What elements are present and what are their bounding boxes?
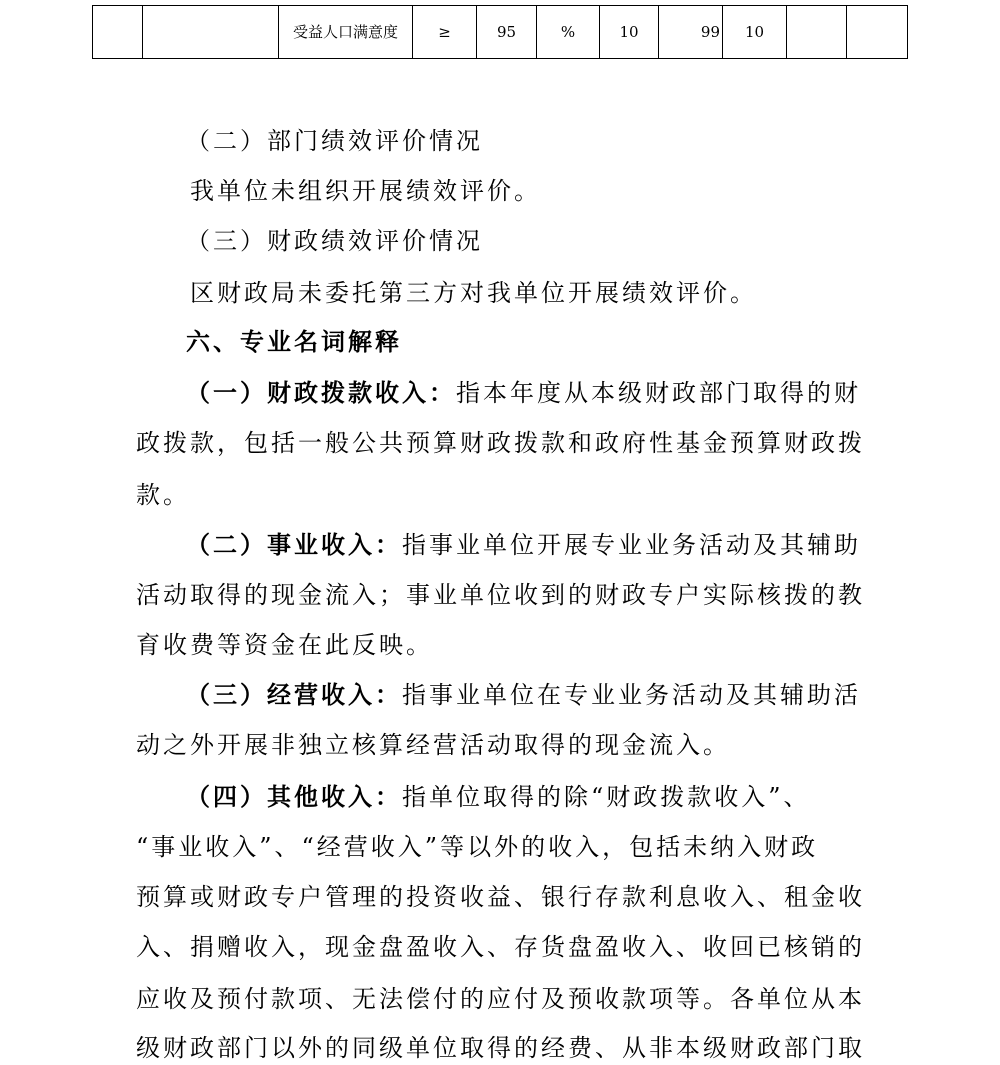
score-cell: 10 [723, 6, 787, 59]
term-definition: 政拨款，包括一般公共预算财政拨款和政府性基金预算财政拨 [136, 429, 865, 457]
table-cell [847, 6, 908, 59]
term-definition: 预算或财政专户管理的投资收益、银行存款利息收入、租金收 [136, 883, 865, 911]
term-definition: 入、捐赠收入，现金盘盈收入、存货盘盈收入、收回已核销的 [136, 933, 865, 961]
term-definition: 级财政部门以外的同级单位取得的经费、从非本级财政部门取 [136, 1034, 865, 1062]
weight-cell: 10 [600, 6, 659, 59]
term-definition: 指本年度从本级财政部门取得的财 [456, 379, 861, 407]
term-definition: 活动取得的现金流入；事业单位收到的财政专户实际核拨的教 [136, 581, 865, 609]
indicator-name-cell: 受益人口满意度 [279, 6, 413, 59]
term-definition: 款。 [136, 481, 190, 509]
term-definition: 指事业单位在专业业务活动及其辅助活 [402, 681, 861, 709]
table-cell [143, 6, 279, 59]
unit-cell: % [537, 6, 600, 59]
term-title: （一）财政拨款收入： [186, 378, 456, 407]
term-definition: 动之外开展非独立核算经营活动取得的现金流入。 [136, 731, 730, 759]
term-definition: 育收费等资金在此反映。 [136, 631, 433, 659]
paragraph-finance-evaluation: 区财政局未委托第三方对我单位开展绩效评价。 [190, 279, 757, 307]
section-heading-glossary: 六、专业名词解释 [186, 327, 402, 356]
term-title: （二）事业收入： [186, 530, 402, 559]
performance-indicator-table [92, 5, 908, 59]
paragraph-dept-evaluation: 我单位未组织开展绩效评价。 [190, 177, 541, 205]
term-definition: 应收及预付款项、无法偿付的应付及预收款项等。各单位从本 [136, 985, 865, 1013]
term-title: （三）经营收入： [186, 680, 402, 709]
table-cell [93, 6, 143, 59]
term-title: （四）其他收入： [186, 782, 402, 811]
table-row [93, 6, 908, 59]
term-definition: 指单位取得的除“财政拨款收入”、 [402, 783, 811, 811]
term-definition: 指事业单位开展专业业务活动及其辅助 [402, 531, 861, 559]
term-definition: “事业收入”、“经营收入”等以外的收入，包括未纳入财政 [136, 833, 819, 861]
actual-value-cell: 99 [659, 6, 723, 59]
section-heading-finance-evaluation: （三）财政绩效评价情况 [186, 227, 483, 255]
table-cell [787, 6, 847, 59]
target-value-cell: 95 [477, 6, 537, 59]
section-heading-dept-evaluation: （二）部门绩效评价情况 [186, 127, 483, 155]
operator-cell: ≥ [413, 6, 477, 59]
